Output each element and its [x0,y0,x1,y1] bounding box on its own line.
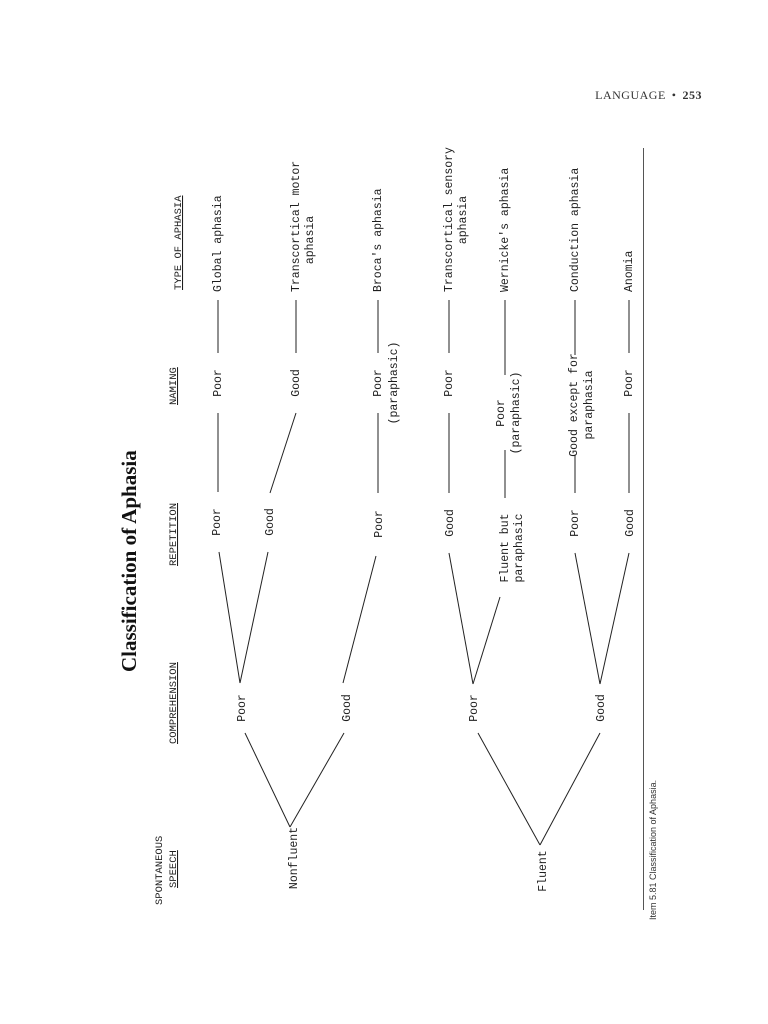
node-repetition-anomia: Good [624,509,637,537]
node-repetition-wernicke-line1: Fluent but [499,513,512,583]
node-repetition-global: Poor [211,508,224,536]
header-bullet: • [671,88,677,102]
edge-fluent-good [540,733,600,845]
node-nonfluent: Nonfluent [288,826,301,890]
header-repetition: REPETITION [168,502,180,566]
header-spontaneous-line2: SPEECH [168,850,180,888]
type-tc-sensory-line1: Transcortical sensory [443,147,456,292]
header-spontaneous-line1: SPONTANEOUS [154,835,166,905]
edge-fgood-repetition-good [600,553,629,684]
header-naming: NAMING [168,367,180,405]
node-repetition-wernicke-line2: paraphasic [513,513,526,583]
edge-fgood-repetition-poor [575,553,600,684]
edge-tcmotor-naming [270,413,296,493]
type-global-aphasia: Global aphasia [212,195,225,292]
edge-poor-repetition-good [240,552,268,683]
type-brocas-aphasia: Broca's aphasia [372,188,385,292]
node-repetition-tc-sensory: Good [444,509,457,537]
node-comprehension-poor-fluent: Poor [468,694,481,722]
page-number: 253 [682,88,702,102]
edge-poor-repetition-poor [219,552,240,683]
node-naming-anomia: Poor [623,369,636,397]
running-head: LANGUAGE [595,88,666,102]
edge-nonfluent-good [290,733,344,827]
type-conduction-aphasia: Conduction aphasia [569,167,582,292]
header-comprehension: COMPREHENSION [168,662,180,744]
node-comprehension-good-fluent: Good [595,694,608,722]
node-repetition-conduction: Poor [569,509,582,537]
edge-fluent-poor [478,733,540,845]
type-tc-motor-line2: aphasia [304,215,317,265]
node-naming-wernicke-line2: (paraphasic) [510,371,523,455]
node-naming-global: Poor [212,369,225,397]
node-naming-tc-motor: Good [290,369,303,397]
node-naming-conduction-line1: Good except for [568,353,581,457]
caption-text: Item 5.81 Classification of Aphasia. [648,779,658,920]
node-comprehension-poor-nonfluent: Poor [236,694,249,722]
edge-fpoor-repetition-good [449,553,473,684]
type-tc-motor-line1: Transcortical motor [290,160,303,292]
column-headers [154,195,185,905]
diagram-title: Classification of Aphasia [117,450,141,672]
edge-fpoor-repetition-fluent [473,597,500,684]
node-fluent: Fluent [537,850,550,892]
node-naming-wernicke-line1: Poor [495,399,508,427]
node-comprehension-good-nonfluent: Good [341,694,354,722]
node-naming-broca-line2: (paraphasic) [388,341,401,425]
node-naming-conduction-line2: paraphasia [583,370,596,440]
node-repetition-tc-motor: Good [264,508,277,536]
type-anomia: Anomia [623,250,636,292]
node-repetition-broca: Poor [373,510,386,538]
type-wernickes-aphasia: Wernicke's aphasia [499,167,512,292]
edge-good-repetition-poor [343,556,376,683]
edge-nonfluent-poor [245,733,290,827]
node-naming-tc-sensory: Poor [443,369,456,397]
node-naming-broca-line1: Poor [372,369,385,397]
type-tc-sensory-line2: aphasia [457,195,470,245]
header-type-of-aphasia: TYPE OF APHASIA [173,195,185,290]
